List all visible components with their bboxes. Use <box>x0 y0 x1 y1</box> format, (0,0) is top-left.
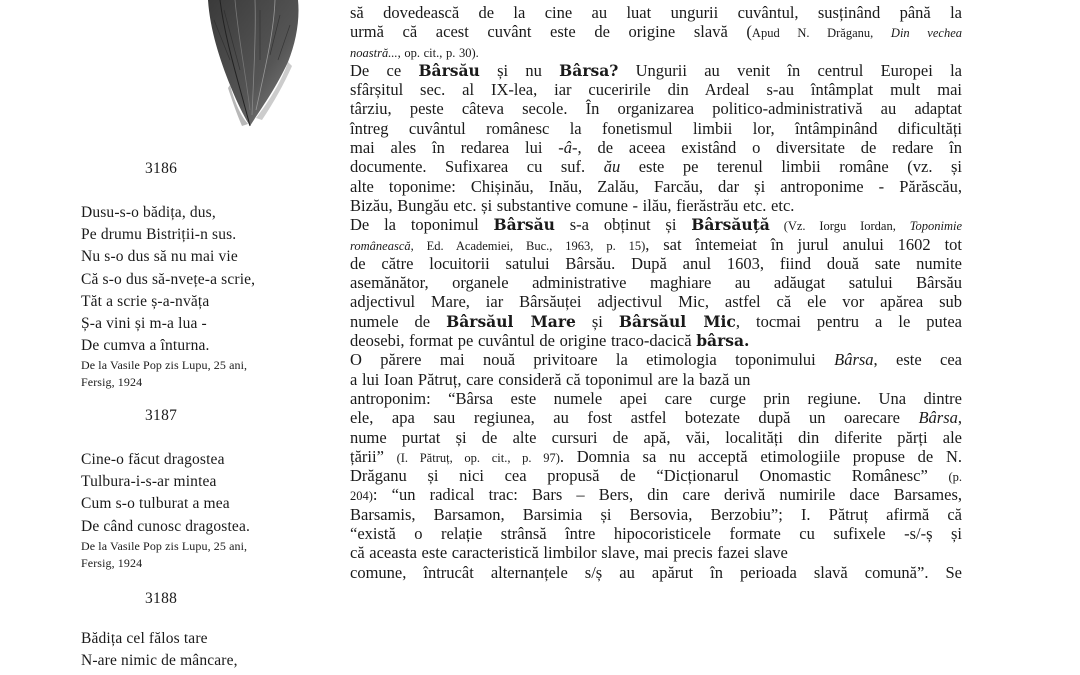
bold-term: Bârsău <box>418 60 480 80</box>
text-line: nume purtat și de alte cursuri de apă, văi, localități din diferite părți ale <box>350 427 962 447</box>
verse: Bădița cel fălos tare <box>81 630 208 647</box>
verse: Pe drumu Bistriții-n sus. <box>81 226 237 244</box>
verse: Dusu-s-o bădița, dus, <box>81 204 216 221</box>
text-line: românească, Ed. Academiei, Buc., 1963, p. 15), sat întemeiat în jurul anului 1602 tot <box>350 234 962 254</box>
text-line: Bizău, Bungău etc. și substantive comune - ilău, fierăstrău etc. etc. <box>350 195 795 215</box>
text-line: a lui Ioan Pătruț, care consideră că toponimul are la bază un <box>350 369 751 389</box>
text-line: mai ales în redarea lui -â-, de aceea existând o diversitate de redare în <box>350 138 962 158</box>
verse: Că s-o dus să-nvețe-a scrie, <box>81 270 256 288</box>
bold-term: Bârsa? <box>559 60 619 80</box>
text-line: sfârșitul sec. al IX-lea, iar cuceririle din Ardeal s-au întâmplat mult mai <box>350 80 962 100</box>
text-line: că aceasta este caracteristică limbilor slave, mai precis fazei slave <box>350 543 788 563</box>
text-line: comune, întrucât alternanțele s/ș au apărut în perioada slavă comună”. Se <box>350 562 962 582</box>
verse: Cine-o făcut dragostea <box>81 451 225 468</box>
citation-title: Din vechea <box>890 26 962 41</box>
text-line: Drăganu și nici cea propusă de “Dicționarul Onomastic Românesc” (p. <box>350 466 962 486</box>
bold-term: Bârsău <box>493 215 555 235</box>
poem-3187 <box>81 449 250 572</box>
poem-source: De la Vasile Pop zis Lupu, 25 ani, <box>81 358 248 373</box>
text-line: adjectivul Mare, iar Bârsăuței adjectivul Mic, astfel că ele vor apărea sub <box>350 292 962 312</box>
text-line: urmă că acest cuvânt este de origine slavă (Apud N. Drăganu, Din vechea <box>350 22 962 42</box>
citation: (p. <box>948 470 962 485</box>
text-line: O părere mai nouă privitoare la etimologia toponimului Bârsa, este cea <box>350 350 962 370</box>
text-line: Barsamis, Barsamon, Barsimia și Bersovia, Berzobiu”; I. Pătruț afirmă că <box>350 504 962 524</box>
text-line: țării” (I. Pătruț, op. cit., p. 97). Domnia sa nu acceptă etimologiile propuse de N. <box>350 446 962 466</box>
text-line: să dovedească de la cine au luat ungurii cuvântul, susținând până la <box>350 3 962 22</box>
text-line: alte toponime: Chișinău, Inău, Zalău, Farcău, dar și antroponime - Părăscău, <box>350 176 962 196</box>
verse: Tulbura-i-s-ar mintea <box>81 473 217 491</box>
text-line: numele de Bârsăul Mare și Bârsăul Mic, tocmai pentru a le putea <box>350 311 962 331</box>
verse: Ș-a vini și m-a lua - <box>81 315 207 333</box>
bold-term: bârsa. <box>696 331 750 351</box>
verse: N-are nimic de mâncare, <box>81 652 238 670</box>
poem-3186 <box>81 202 255 391</box>
verse: Cum s-o tulburat a mea <box>81 495 230 513</box>
poem-3188 <box>81 628 238 672</box>
text-line: târziu, peste câteva secole. În organizarea politico-administrativă au adaptat <box>350 99 962 119</box>
text-line: noastră..., op. cit., p. 30). <box>350 45 479 60</box>
citation-title: Toponimie <box>909 219 963 234</box>
left-column <box>0 0 330 675</box>
bold-term: Bârsăul Mic <box>618 311 736 331</box>
feather-illustration <box>190 0 310 128</box>
text-line: asemănător, organele administrative maghiare au adăugat satului Bârsău <box>350 273 962 293</box>
poem-source: Fersig, 1924 <box>81 375 143 390</box>
verse: De cumva a înturna. <box>81 337 210 355</box>
text-line: 204): “un radical trac: Bars – Bers, din care derivă numirile dace Barsames, <box>350 485 962 505</box>
text-line: De ce Bârsău și nu Bârsa? Ungurii au venit în centrul Europei la <box>350 60 962 80</box>
text-line: “există o relație strânsă între hipocoristicele formate cu sufixele -s/-ș și <box>350 524 962 544</box>
poem-source: Fersig, 1924 <box>81 555 143 570</box>
bold-term: Bârsăuță <box>691 215 770 235</box>
text-line: documente. Sufixarea cu suf. ău este pe terenul limbii române (vz. și <box>350 157 962 177</box>
bold-term: Bârsăul Mare <box>446 311 576 331</box>
citation: (Vz. Iorgu Iordan, <box>769 219 910 234</box>
poem-number: 3188 <box>145 590 178 607</box>
verse: De când cunosc dragostea. <box>81 517 251 535</box>
verse: Tăt a scrie ș-a-nvăța <box>81 292 210 310</box>
poem-number: 3186 <box>145 160 178 177</box>
text-line: de către locuitorii satului Bârsău. După anul 1603, fiind două sate numite <box>350 253 962 273</box>
citation: (I. Pătruț, op. cit., p. 97) <box>396 450 560 465</box>
text-line: antroponim: “Bârsa este numele apei care curge prin regiune. Una dintre <box>350 388 962 408</box>
verse: Nu s-o dus să nu mai vie <box>81 248 238 266</box>
text-line: întreg cuvântul românesc la fonetismul limbii lor, întâmpinând dificultăți <box>350 118 962 138</box>
text-line: ele, apa sau regiunea, au fost astfel botezate după un oarecare Bârsa, <box>350 408 962 428</box>
prose-column <box>350 3 962 582</box>
text-line: De la toponimul Bârsău s-a obținut și Bârsăuță (Vz. Iorgu Iordan, Toponimie <box>350 215 963 235</box>
poem-source: De la Vasile Pop zis Lupu, 25 ani, <box>81 538 248 553</box>
poem-number: 3187 <box>145 407 178 424</box>
citation: Apud N. Drăganu, <box>751 26 891 41</box>
text-line: deosebi, format pe cuvântul de origine traco-dacică bârsa. <box>350 331 750 351</box>
